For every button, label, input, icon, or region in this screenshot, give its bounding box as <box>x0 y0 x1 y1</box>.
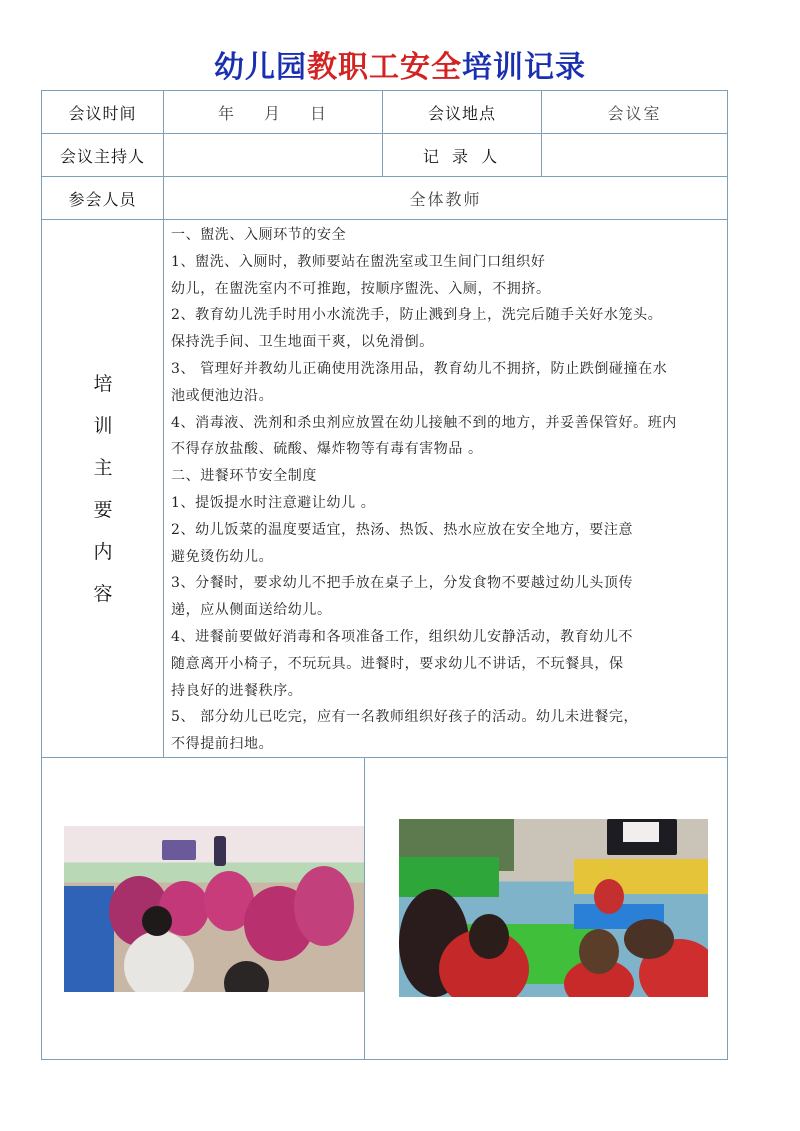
screen-slide <box>623 822 659 842</box>
training-content-body <box>171 222 725 758</box>
year-label: 年 <box>217 103 236 123</box>
label-char: 主 <box>93 457 113 479</box>
recorder-field[interactable] <box>542 134 727 176</box>
content-line: 池或便池边沿。 <box>171 387 274 404</box>
content-line: 4、进餐前要做好消毒和各项准备工作，组织幼儿安静活动，教育幼儿不 <box>171 628 634 645</box>
content-line: 随意离开小椅子，不玩玩具。进餐时，要求幼儿不讲话，不玩餐具，保 <box>171 655 624 672</box>
presenter <box>214 836 226 866</box>
content-line: 1、提饭提水时注意避让幼儿 。 <box>171 494 376 511</box>
recorder-label: 记 录 人 <box>422 146 502 166</box>
content-line: 递，应从侧面送给幼儿。 <box>171 602 332 619</box>
host-label: 会议主持人 <box>59 146 145 166</box>
yellow-shelf <box>574 859 708 894</box>
content-line: 3、 管理好并教幼儿正确使用洗涤用品，教育幼儿不拥挤，防止跌倒碰撞在水 <box>171 360 668 377</box>
meeting-place-label: 会议地点 <box>427 103 496 123</box>
training-photo-right <box>399 819 708 997</box>
content-line: 2、幼儿饭菜的温度要适宜，热汤、热饭、热水应放在安全地方，要注意 <box>171 521 634 538</box>
tv-screen <box>162 840 196 860</box>
label-char: 培 <box>93 373 113 395</box>
meeting-place-field[interactable]: 会议室 <box>607 103 662 123</box>
head <box>469 914 509 959</box>
day-label: 日 <box>310 103 329 123</box>
blue-cabinet <box>64 886 114 992</box>
head <box>142 906 172 936</box>
green-wall <box>399 857 499 897</box>
head <box>224 961 269 992</box>
content-line: 避免烫伤幼儿。 <box>171 548 274 565</box>
meeting-time-label: 会议时间 <box>68 103 137 123</box>
training-content-label <box>42 220 164 758</box>
content-line: 幼儿，在盥洗室内不可推跑，按顺序盥洗、入厕，不拥挤。 <box>171 280 551 297</box>
label-char: 训 <box>93 415 113 437</box>
title-part-training-record: 培训记录 <box>462 50 586 85</box>
month-label: 月 <box>263 103 282 123</box>
content-line: 1、盥洗、入厕时，教师要站在盥洗室或卫生间门口组织好 <box>171 253 546 270</box>
person <box>294 866 354 946</box>
person-white-hoodie <box>124 931 194 992</box>
attendees-label: 参会人员 <box>68 189 137 209</box>
title-part-staff-safety: 教职工安全 <box>307 50 462 85</box>
attendees-field[interactable]: 全体教师 <box>409 189 482 209</box>
page-title <box>0 48 800 88</box>
content-line: 3、分餐时，要求幼儿不把手放在桌子上，分发食物不要越过幼儿头顶传 <box>171 575 634 592</box>
label-char: 要 <box>93 499 113 521</box>
col-divider <box>364 757 365 1059</box>
content-line: 2、教育幼儿洗手时用小水流洗手，防止溅到身上，洗完后随手关好水笼头。 <box>171 307 663 324</box>
content-heading: 二、进餐环节安全制度 <box>171 468 317 485</box>
content-heading: 一、盥洗、入厕环节的安全 <box>171 227 347 243</box>
label-char: 内 <box>93 541 113 563</box>
meeting-time-field[interactable] <box>164 91 382 133</box>
training-photo-left <box>64 826 364 992</box>
content-line: 5、 部分幼儿已吃完，应有一名教师组织好孩子的活动。幼儿未进餐完， <box>171 709 639 726</box>
content-line: 不得存放盐酸、硫酸、爆炸物等有毒有害物品 。 <box>171 441 483 458</box>
content-line: 4、消毒液、洗剂和杀虫剂应放置在幼儿接触不到的地方，并妥善保管好。班内 <box>171 414 677 431</box>
label-char: 容 <box>93 583 113 605</box>
host-field[interactable] <box>164 134 382 176</box>
presenter <box>594 879 624 914</box>
content-line: 保持洗手间、卫生地面干爽，以免滑倒。 <box>171 334 434 351</box>
head-braid <box>579 929 619 974</box>
title-part-kindergarten: 幼儿园 <box>214 50 307 85</box>
content-line: 持良好的进餐秩序。 <box>171 682 303 699</box>
head <box>624 919 674 959</box>
content-line: 不得提前扫地。 <box>171 736 274 753</box>
